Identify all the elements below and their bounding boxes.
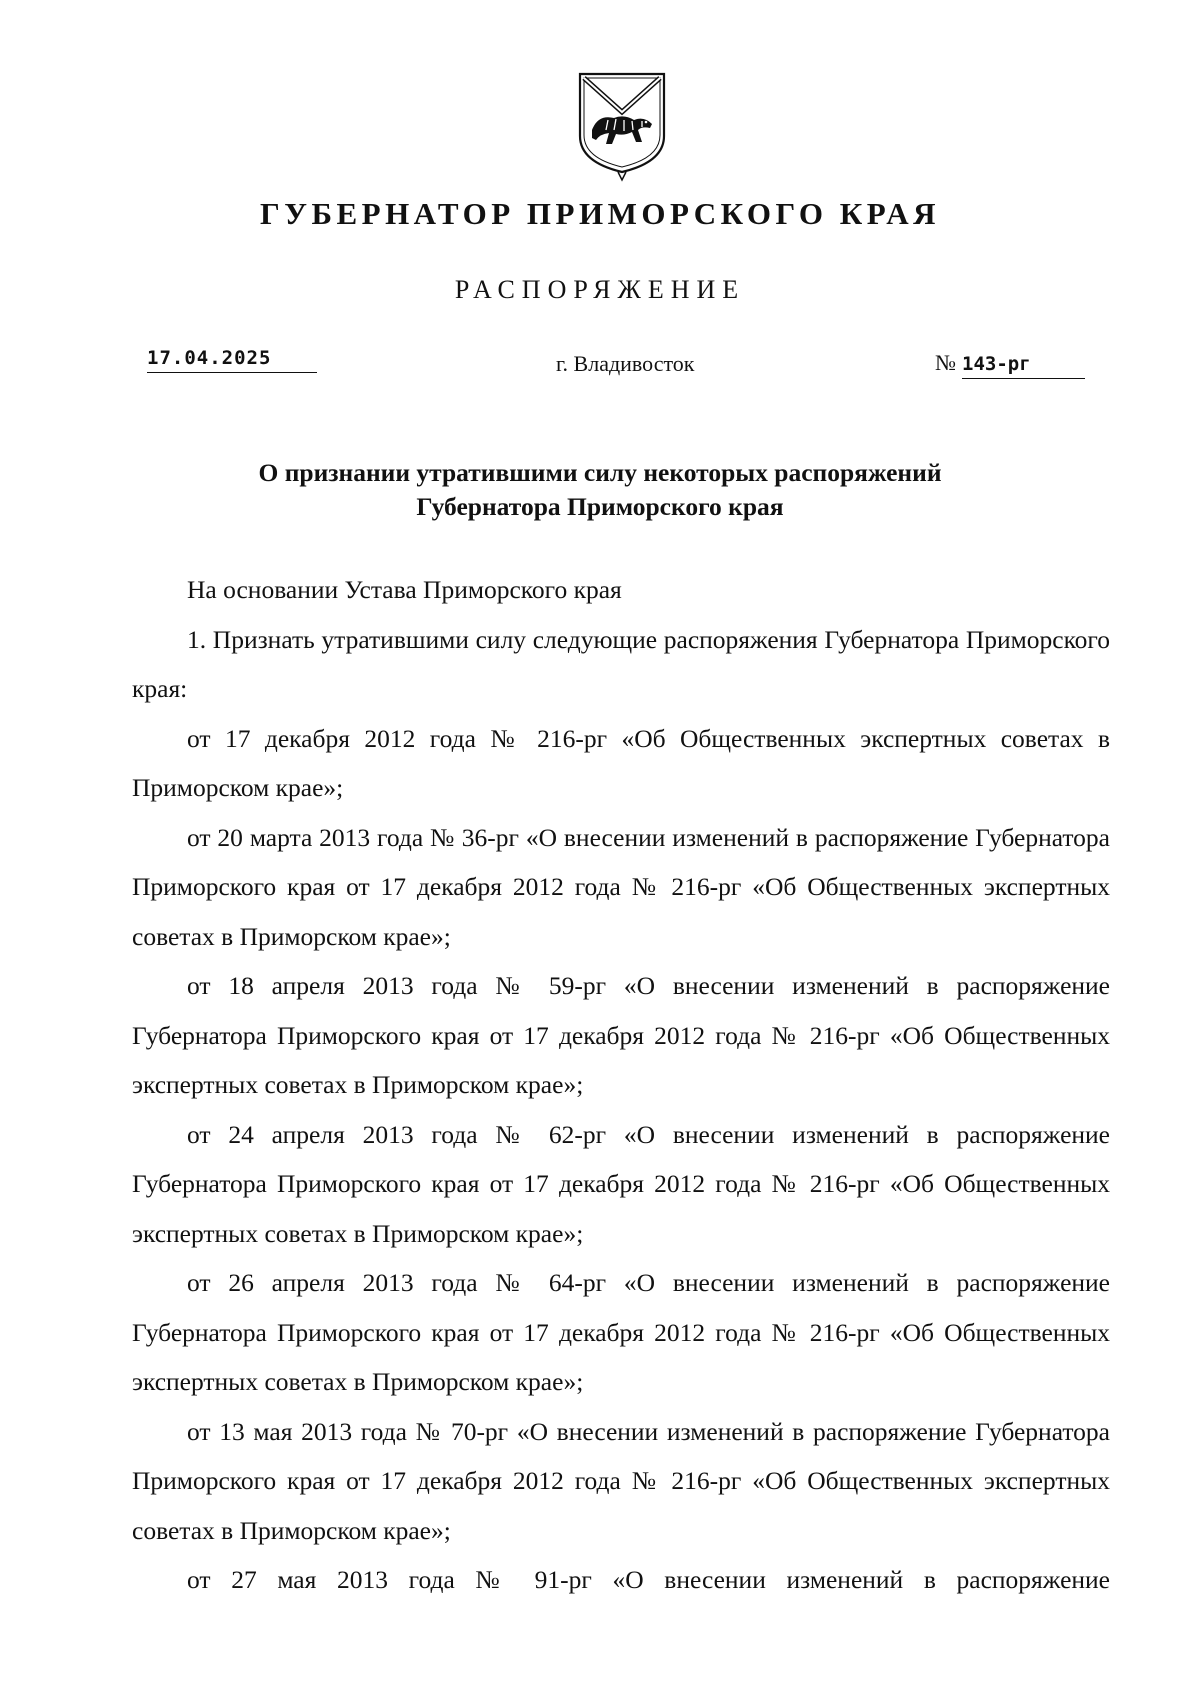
document-date: 17.04.2025 [147,347,317,373]
document-type: РАСПОРЯЖЕНИЕ [454,275,746,304]
basis-paragraph: На основании Устава Приморского края [187,575,622,604]
document-city: г. Владивосток [556,351,695,376]
entry-paragraph: от 27 мая 2013 года № 91-рг «О внесении изменений в распоряжение [187,1565,1110,1594]
entry-paragraph: от 18 апреля 2013 года № 59-рг «О внесении изменений в распоряжение Губернатора Приморского края от 17 декабря 2012 года № 216-рг «Об Общественных экспертных советах в Приморском крае»; [132,971,1110,1099]
document-number-block [935,350,1085,379]
subject-line-1: О признании утратившими силу некоторых распоряжений [258,458,942,487]
issuer-title: ГУБЕРНАТОР ПРИМОРСКОГО КРАЯ [259,196,940,231]
subject-line-2: Губернатора Приморского края [416,492,784,521]
item-1-paragraph: 1. Признать утратившими силу следующие распоряжения Губернатора Приморского края: [132,624,1110,703]
document-subject [0,456,1200,524]
document-body [132,565,1110,1605]
entry-paragraph: от 24 апреля 2013 года № 62-рг «О внесении изменений в распоряжение Губернатора Приморского края от 17 декабря 2012 года № 216-рг «Об Общественных экспертных советах в Приморском крае»; [132,1119,1110,1248]
entry-paragraph: от 13 мая 2013 года № 70-рг «О внесении изменений в распоряжение Губернатора Приморского края от 17 декабря 2012 года № 216-рг «Об Общественных экспертных советах в Приморском крае»; [132,1416,1110,1545]
entry-paragraph: от 26 апреля 2013 года № 64-рг «О внесении изменений в распоряжение Губернатора Приморского края от 17 декабря 2012 года № 216-рг «Об Общественных экспертных советах в Приморском крае»; [132,1268,1110,1396]
primorsky-krai-coat-of-arms-icon [572,70,672,182]
document-number: 143-рг [962,353,1085,379]
entry-paragraph: от 20 марта 2013 года № 36-рг «О внесении изменений в распоряжение Губернатора Приморского края от 17 декабря 2012 года № 216-рг «Об Общественных экспертных советах в Приморском крае»; [132,822,1110,951]
number-label: № [935,350,956,375]
entry-paragraph: от 17 декабря 2012 года № 216-рг «Об Общественных экспертных советах в Приморском крае»; [132,723,1110,802]
